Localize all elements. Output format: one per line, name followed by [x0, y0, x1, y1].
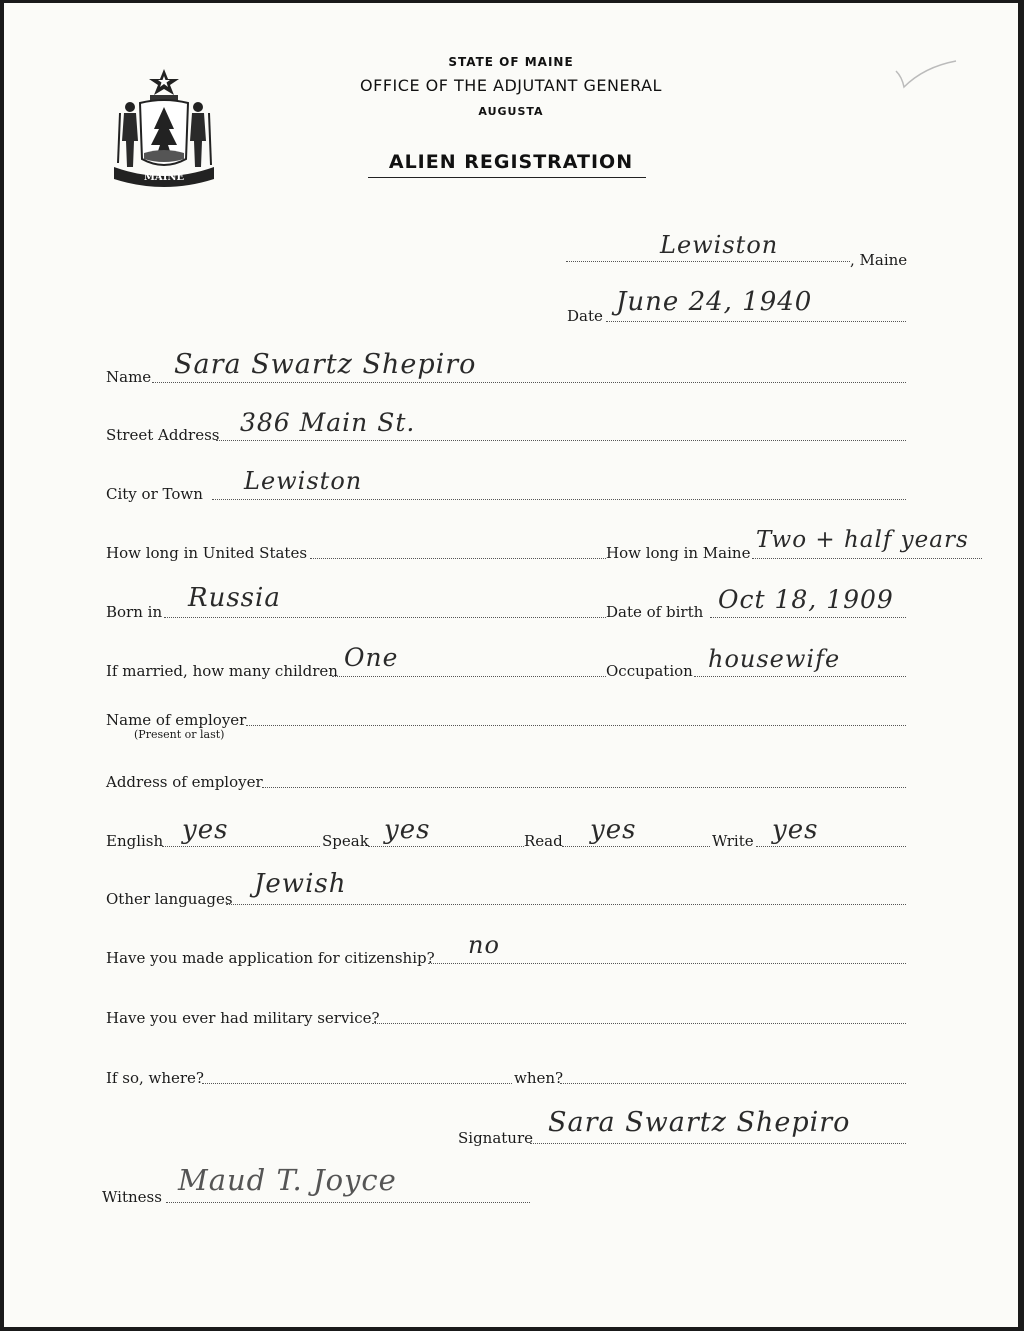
- occupation-line: [694, 676, 906, 677]
- place-line: [566, 261, 850, 262]
- employer-line: [246, 725, 906, 726]
- check-mark-icon: [894, 57, 958, 91]
- signature-value: Sara Swartz Shepiro: [548, 1107, 851, 1138]
- signature-label: Signature: [458, 1129, 534, 1147]
- city-value: Lewiston: [244, 467, 363, 495]
- street-value: 386 Main St.: [240, 408, 416, 437]
- citizenship-line: [428, 963, 906, 964]
- citizenship-label: Have you made application for citizenship?: [106, 949, 435, 967]
- date-line: [606, 321, 906, 322]
- city-line: [212, 499, 906, 500]
- english-value: yes: [182, 815, 229, 845]
- when-label: when?: [514, 1069, 564, 1087]
- children-label: If married, how many children: [106, 662, 338, 680]
- how-long-maine-line: [752, 558, 982, 559]
- city-heading: AUGUSTA: [478, 105, 544, 118]
- born-in-label: Born in: [106, 603, 163, 621]
- how-long-us-line: [310, 558, 606, 559]
- title-underline: [368, 177, 646, 178]
- witness-line: [166, 1202, 530, 1203]
- witness-label: Witness: [102, 1188, 162, 1206]
- when-line: [560, 1083, 906, 1084]
- city-label: City or Town: [106, 485, 203, 503]
- english-label: English: [106, 832, 164, 850]
- place-value: Lewiston: [660, 231, 779, 259]
- where-line: [202, 1083, 512, 1084]
- date-value: June 24, 1940: [616, 287, 813, 317]
- street-line: [216, 440, 906, 441]
- other-languages-label: Other languages: [106, 890, 233, 908]
- form-title: ALIEN REGISTRATION: [388, 151, 634, 173]
- speak-value: yes: [384, 815, 431, 845]
- employer-label: Name of employer: [106, 711, 247, 729]
- where-label: If so, where?: [106, 1069, 204, 1087]
- witness-value: Maud T. Joyce: [178, 1163, 397, 1197]
- read-label: Read: [524, 832, 563, 850]
- read-value: yes: [590, 815, 637, 845]
- english-line: [162, 846, 320, 847]
- occupation-label: Occupation: [606, 662, 693, 680]
- dob-value: Oct 18, 1909: [718, 585, 894, 614]
- employer-sublabel: (Present or last): [134, 728, 225, 741]
- name-line: [152, 382, 906, 383]
- write-value: yes: [772, 815, 819, 845]
- other-languages-value: Jewish: [254, 869, 347, 899]
- how-long-maine-value: Two + half years: [756, 527, 969, 553]
- read-line: [562, 846, 710, 847]
- other-languages-line: [226, 904, 906, 905]
- speak-label: Speak: [322, 832, 369, 850]
- name-value: Sara Swartz Shepiro: [174, 349, 477, 380]
- signature-line: [530, 1143, 906, 1144]
- children-value: One: [344, 643, 399, 672]
- employer-address-line: [262, 787, 906, 788]
- military-label: Have you ever had military service?: [106, 1009, 380, 1027]
- write-line: [756, 846, 906, 847]
- state-heading: STATE OF MAINE: [448, 55, 574, 69]
- employer-address-label: Address of employer: [106, 773, 263, 791]
- children-line: [332, 676, 606, 677]
- occupation-value: housewife: [708, 645, 841, 673]
- place-suffix: , Maine: [850, 251, 908, 269]
- date-label: Date: [567, 307, 603, 325]
- born-in-value: Russia: [188, 583, 281, 613]
- military-line: [372, 1023, 906, 1024]
- dob-label: Date of birth: [606, 603, 704, 621]
- office-heading: OFFICE OF THE ADJUTANT GENERAL: [360, 76, 662, 95]
- how-long-maine-label: How long in Maine: [606, 544, 751, 562]
- registration-form: [4, 3, 1018, 1327]
- speak-line: [368, 846, 524, 847]
- street-label: Street Address: [106, 426, 220, 444]
- citizenship-value: no: [468, 931, 500, 959]
- how-long-us-label: How long in United States: [106, 544, 308, 562]
- dob-line: [710, 617, 906, 618]
- write-label: Write: [712, 832, 754, 850]
- svg-text:MAINE: MAINE: [143, 172, 185, 183]
- name-label: Name: [106, 368, 152, 386]
- born-in-line: [164, 617, 606, 618]
